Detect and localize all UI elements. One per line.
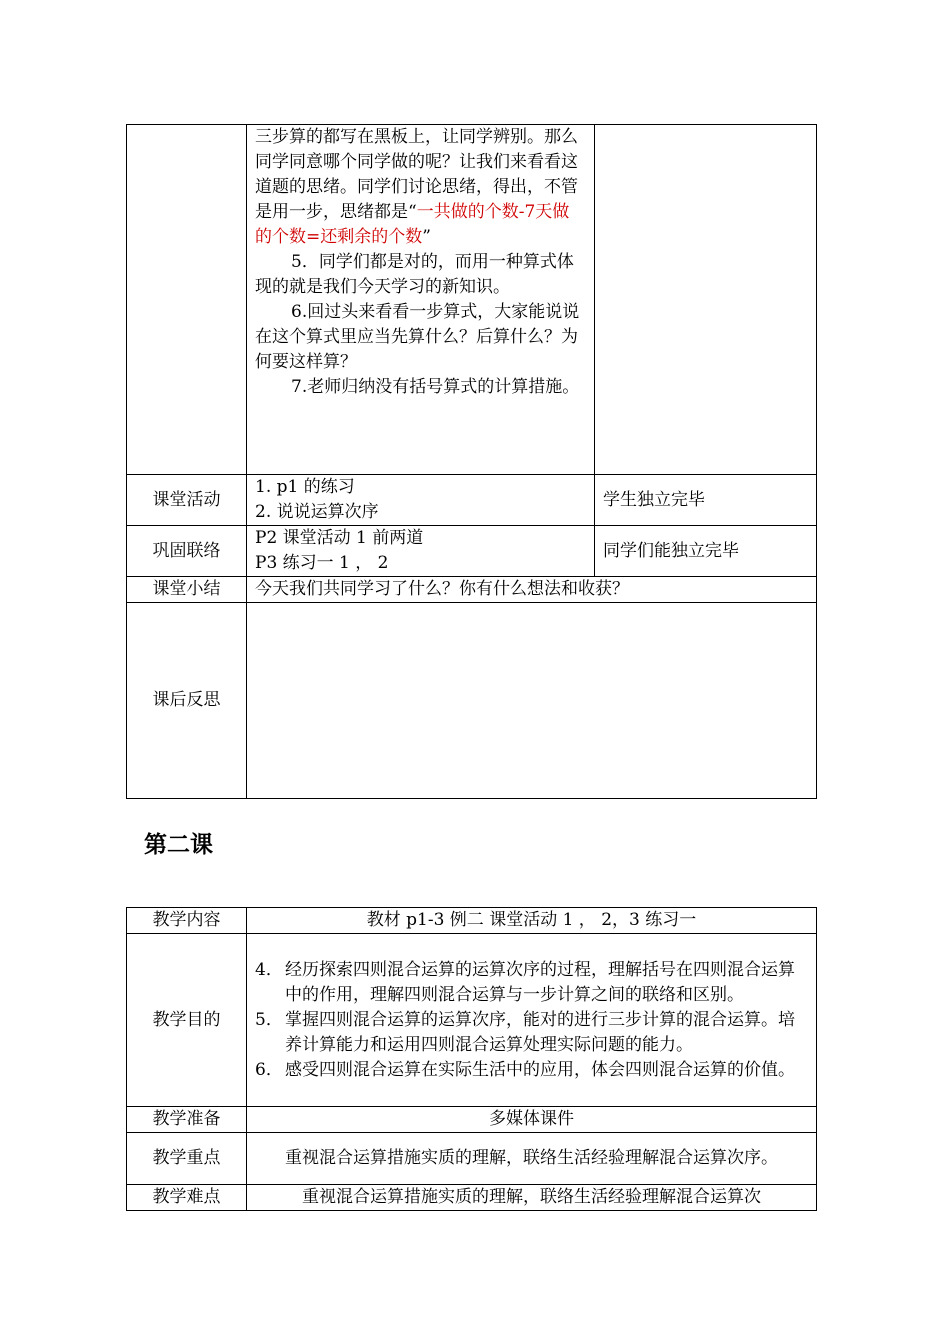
activity-row <box>127 475 817 526</box>
key-text: 重视混合运算措施实质的理解，联络生活经验理解混合运算次序。 <box>247 1133 817 1185</box>
process-text-cell <box>247 125 595 475</box>
difficult-label: 教学难点 <box>127 1185 247 1211</box>
content-label: 教学内容 <box>127 908 247 934</box>
key-row <box>127 1133 817 1185</box>
goals-label: 教学目的 <box>127 934 247 1107</box>
lesson-table-1 <box>126 124 817 799</box>
process-label-cell <box>127 125 247 475</box>
consolidate-line-1: P2 课堂活动 1 前两道 <box>255 528 424 548</box>
process-paragraph-4: 7.老师归纳没有括号算式的计算措施。 <box>291 377 580 397</box>
activity-item-1: 1. p1 的练习 <box>255 477 355 497</box>
process-paragraph-3: 6.回过头来看看一步算式，大家能说说在这个算式里应当先算什么？后算什么？为何要这样算？ <box>255 302 580 372</box>
goal-item: 6． 感受四则混合运算在实际生活中的应用，体会四则混合运算的价值。 <box>255 1059 795 1080</box>
content-text: 教材 p1-3 例二 课堂活动 1 ， 2，3 练习一 <box>247 908 817 934</box>
consolidate-line-2: P3 练习一 1 ， 2 <box>255 553 389 573</box>
key-label: 教学重点 <box>127 1133 247 1185</box>
summary-row <box>127 577 817 603</box>
reflection-label: 课后反思 <box>127 603 247 799</box>
process-paragraph-1: 三步算的都写在黑板上，让同学辨别。那么同学同意哪个同学做的呢？让我们来看看这道题的思绪。同学们讨论思绪，得出，不管是用一步，思绪都是“一共做的个数-7天做的个数=还剩余的个数” <box>255 127 578 247</box>
goals-cell <box>247 934 817 1107</box>
goals-row <box>127 934 817 1107</box>
prep-label: 教学准备 <box>127 1107 247 1133</box>
goal-item: 5． 掌握四则混合运算的运算次序，能对的进行三步计算的混合运算。培养计算能力和运用四则混合运算处理实际问题的能力。 <box>255 1009 795 1055</box>
activity-label: 课堂活动 <box>127 475 247 526</box>
prep-row <box>127 1107 817 1133</box>
goals-list <box>255 958 808 1083</box>
reflection-content <box>247 603 817 799</box>
consolidate-row <box>127 526 817 577</box>
lesson-heading: 第二课 <box>144 832 213 858</box>
consolidate-label: 巩固联络 <box>127 526 247 577</box>
summary-label: 课堂小结 <box>127 577 247 603</box>
reflection-row <box>127 603 817 799</box>
activity-items <box>247 475 595 526</box>
difficult-row <box>127 1185 817 1211</box>
activity-item-2: 2. 说说运算次序 <box>255 502 379 522</box>
process-note-cell <box>595 125 817 475</box>
process-paragraph-2: 5．同学们都是对的，而用一种算式体现的就是我们今天学习的新知识。 <box>255 252 574 297</box>
summary-text: 今天我们共同学习了什么？你有什么想法和收获？ <box>247 577 817 603</box>
process-row <box>127 125 817 475</box>
prep-text: 多媒体课件 <box>247 1107 817 1133</box>
consolidate-items <box>247 526 595 577</box>
consolidate-note: 同学们能独立完毕 <box>595 526 817 577</box>
difficult-text: 重视混合运算措施实质的理解，联络生活经验理解混合运算次 <box>247 1185 817 1211</box>
goal-item: 4． 经历探索四则混合运算的运算次序的过程，理解括号在四则混合运算中的作用，理解四则混合运算与一步计算之间的联络和区别。 <box>255 959 795 1005</box>
lesson-table-2 <box>126 907 817 1211</box>
activity-note: 学生独立完毕 <box>595 475 817 526</box>
highlight-formula: 一共做的个数-7天做的个数=还剩余的个数 <box>255 202 570 247</box>
content-row <box>127 908 817 934</box>
